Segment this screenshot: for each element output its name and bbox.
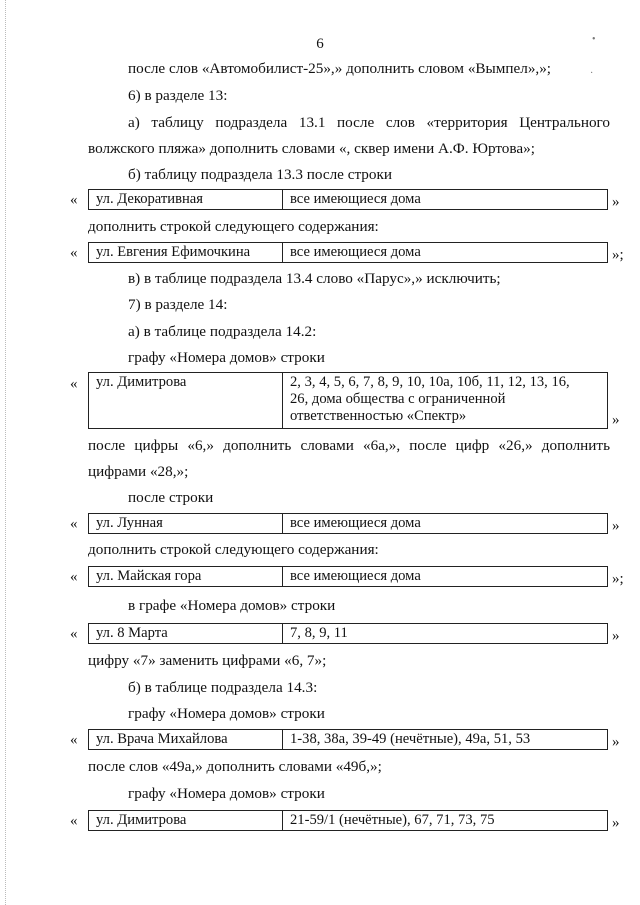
text-line: б) в таблице подраздела 14.3: bbox=[128, 679, 318, 696]
text-line: б) таблицу подраздела 13.3 после строки bbox=[128, 166, 392, 183]
close-quote: » bbox=[612, 734, 620, 750]
street-cell: ул. Декоративная bbox=[89, 190, 283, 209]
street-table bbox=[88, 189, 608, 210]
page-number: 6 bbox=[316, 36, 324, 52]
text-line: после слов «49а,» дополнить словами «49б,»; bbox=[88, 758, 382, 775]
street-table bbox=[88, 513, 608, 534]
text-line: в) в таблице подраздела 13.4 слово «Парус»,» исключить; bbox=[128, 270, 501, 287]
houses-cell: все имеющиеся дома bbox=[290, 244, 421, 260]
houses-cell: 21-59/1 (нечётные), 67, 71, 73, 75 bbox=[290, 812, 495, 828]
street-cell: ул. Лунная bbox=[89, 514, 283, 533]
houses-cell: 1-38, 38а, 39-49 (нечётные), 49а, 51, 53 bbox=[290, 731, 531, 747]
open-quote: « bbox=[70, 569, 78, 585]
close-quote: »; bbox=[612, 247, 624, 263]
street-cell: ул. Евгения Ефимочкина bbox=[89, 243, 283, 262]
street-cell: ул. Майская гора bbox=[89, 567, 283, 586]
close-quote: »; bbox=[612, 571, 624, 587]
street-cell: ул. Димитрова bbox=[89, 373, 283, 428]
open-quote: « bbox=[70, 732, 78, 748]
page-edge-line bbox=[5, 0, 6, 905]
open-quote: « bbox=[70, 516, 78, 532]
open-quote: « bbox=[70, 376, 78, 392]
houses-cell: все имеющиеся дома bbox=[290, 568, 421, 584]
houses-cell: все имеющиеся дома bbox=[290, 515, 421, 531]
text-line: после цифры «6,» дополнить словами «6а,», после цифр «26,» дополнить bbox=[88, 437, 610, 454]
text-line: 7) в разделе 14: bbox=[128, 296, 228, 313]
open-quote: « bbox=[70, 245, 78, 261]
text-line: графу «Номера домов» строки bbox=[128, 705, 325, 722]
close-quote: » bbox=[612, 518, 620, 534]
text-line: 6) в разделе 13: bbox=[128, 87, 228, 104]
text-line: а) таблицу подраздела 13.1 после слов «территория Центрального bbox=[128, 114, 610, 131]
scan-mark: · bbox=[590, 68, 594, 79]
houses-cell: 7, 8, 9, 11 bbox=[290, 625, 348, 641]
street-cell: ул. Димитрова bbox=[89, 811, 283, 830]
street-cell: ул. 8 Марта bbox=[89, 624, 283, 643]
close-quote: » bbox=[612, 194, 620, 210]
close-quote: » bbox=[612, 628, 620, 644]
text-line: графу «Номера домов» строки bbox=[128, 785, 325, 802]
close-quote: » bbox=[612, 815, 620, 831]
street-table bbox=[88, 566, 608, 587]
houses-cell: 2, 3, 4, 5, 6, 7, 8, 9, 10, 10а, 10б, 11, 12, 13, 16, 26, дома общества с ограниченной ответственностью «Спектр» bbox=[290, 374, 570, 424]
text-line: цифрами «28,»; bbox=[88, 463, 189, 480]
street-table bbox=[88, 623, 608, 644]
street-table bbox=[88, 729, 608, 750]
street-table bbox=[88, 242, 608, 263]
text-line: цифру «7» заменить цифрами «6, 7»; bbox=[88, 652, 327, 669]
street-table bbox=[88, 372, 608, 429]
scan-mark: • bbox=[592, 34, 596, 45]
open-quote: « bbox=[70, 813, 78, 829]
text-line: после строки bbox=[128, 489, 214, 506]
text-line: волжского пляжа» дополнить словами «, сквер имени А.Ф. Юртова»; bbox=[88, 140, 535, 157]
open-quote: « bbox=[70, 192, 78, 208]
text-line: после слов «Автомобилист-25»,» дополнить словом «Вымпел»,»; bbox=[128, 60, 552, 77]
open-quote: « bbox=[70, 626, 78, 642]
close-quote: » bbox=[612, 412, 620, 428]
text-line: в графе «Номера домов» строки bbox=[128, 597, 336, 614]
text-line: дополнить строкой следующего содержания: bbox=[88, 541, 379, 558]
street-cell: ул. Врача Михайлова bbox=[89, 730, 283, 749]
text-line: а) в таблице подраздела 14.2: bbox=[128, 323, 317, 340]
text-line: дополнить строкой следующего содержания: bbox=[88, 218, 379, 235]
text-line: графу «Номера домов» строки bbox=[128, 349, 325, 366]
houses-cell: все имеющиеся дома bbox=[290, 191, 421, 207]
street-table bbox=[88, 810, 608, 831]
